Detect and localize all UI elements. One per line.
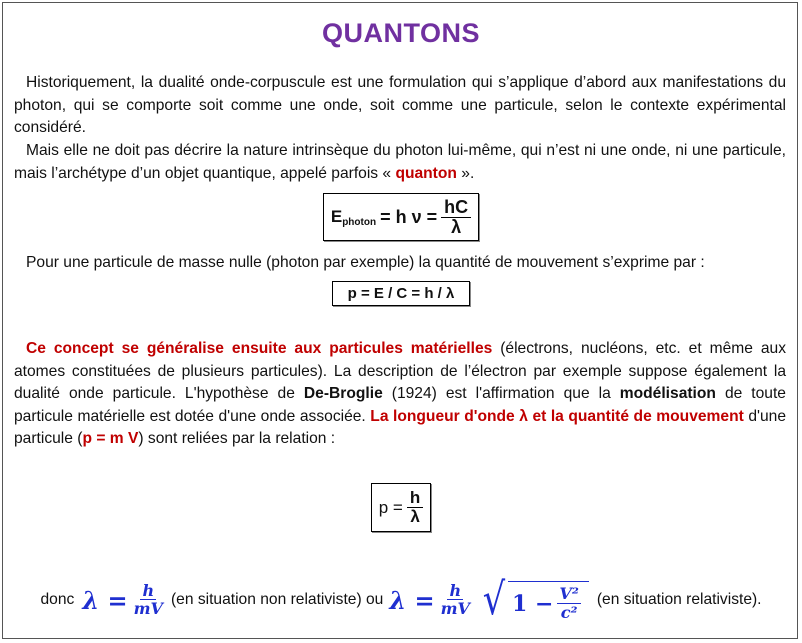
paragraph-historique-text: Historiquement, la dualité onde-corpuscule est une formulation qui s’applique d’abord aux manifestations du photon, qui se comporte soit comme une onde, soit comme une particule, selon le contexte expérimental considéré. — [14, 74, 786, 136]
momentum-definition: p = m V — [82, 430, 139, 447]
paragraph-historique — [14, 72, 786, 140]
nonrelativistic-fraction — [132, 582, 165, 619]
sqrt-icon: √ — [482, 574, 506, 625]
p-equals: p = — [378, 497, 403, 517]
lambda-equals-2: λ = — [389, 585, 435, 615]
paragraph-part1: (électrons, nucléons, etc. et même aux atomes constituées de plusieurs particules). La description de l’électron par exemple suppose également la dualité onde particule. L'hypothèse de — [14, 340, 786, 402]
one-minus: 1 − — [512, 590, 554, 617]
paragraph-part4: d'une particule ( — [14, 407, 786, 447]
nonrelativistic-note: (en situation non relativiste) ou — [170, 591, 384, 608]
paragraph-masse-nulle — [14, 252, 786, 275]
rel-numerator: h — [449, 580, 462, 600]
nonrel-denominator: mV — [133, 599, 163, 619]
paragraph-quanton — [14, 140, 786, 185]
donc-text: donc — [40, 591, 75, 608]
de-broglie-denominator: λ — [410, 507, 420, 526]
energy-symbol: E — [330, 207, 343, 226]
energy-h-nu: = h ν = — [380, 206, 438, 227]
energy-numerator: hC — [441, 198, 471, 218]
relativistic-fraction — [439, 582, 472, 619]
paragraph-masse-nulle-text: Pour une particule de masse nulle (photon par exemple) la quantité de mouvement s’exprime par : — [26, 254, 705, 271]
lambda-equals-1: λ = — [82, 585, 128, 615]
paragraph-part5: ) sont reliées par la relation : — [138, 430, 336, 447]
de-broglie-fraction — [407, 489, 423, 526]
paragraph-quanton-text: Mais elle ne doit pas décrire la nature intrinsèque du photon lui-même, qui n’est ni une onde, ni une particule, mais l’archétype d’un objet quantique, appelé parfois « — [14, 142, 786, 182]
v-over-c-fraction — [557, 585, 580, 622]
de-broglie-name: De-Broglie — [303, 385, 383, 402]
de-broglie-numerator: h — [407, 489, 423, 508]
modelisation-term: modélisation — [619, 385, 716, 402]
lorentz-sqrt — [480, 574, 589, 625]
de-broglie-formula — [371, 483, 431, 532]
sqrt-body — [508, 581, 589, 623]
relativistic-note: (en situation relativiste). — [596, 591, 762, 608]
quanton-term: quanton — [395, 164, 457, 182]
rel-denominator: mV — [440, 599, 470, 619]
paragraph-part2: (1924) est l'affirmation que la — [382, 385, 620, 402]
paragraph-part3: de toute particule matérielle est dotée d'une onde associée. — [14, 385, 786, 425]
energy-fraction — [441, 198, 471, 237]
concept-highlight: Ce concept se généralise ensuite aux particules matérielles — [26, 340, 493, 357]
paragraph-particules-materielles — [14, 338, 786, 451]
nonrel-numerator: h — [142, 580, 155, 600]
momentum-photon-formula — [332, 281, 470, 306]
c-squared: c² — [560, 602, 578, 622]
wavelength-relations — [0, 570, 802, 630]
energy-denominator: λ — [451, 216, 462, 237]
wavelength-highlight: La longueur d'onde λ et la quantité de mouvement — [370, 407, 744, 425]
photon-energy-formula — [323, 193, 479, 241]
paragraph-quanton-end: ». — [456, 164, 475, 182]
page-title: QUANTONS — [321, 18, 480, 48]
v-squared: V² — [559, 584, 579, 603]
momentum-photon-text: p = E / C = h / λ — [347, 285, 455, 302]
photon-subscript: photon — [342, 217, 377, 228]
